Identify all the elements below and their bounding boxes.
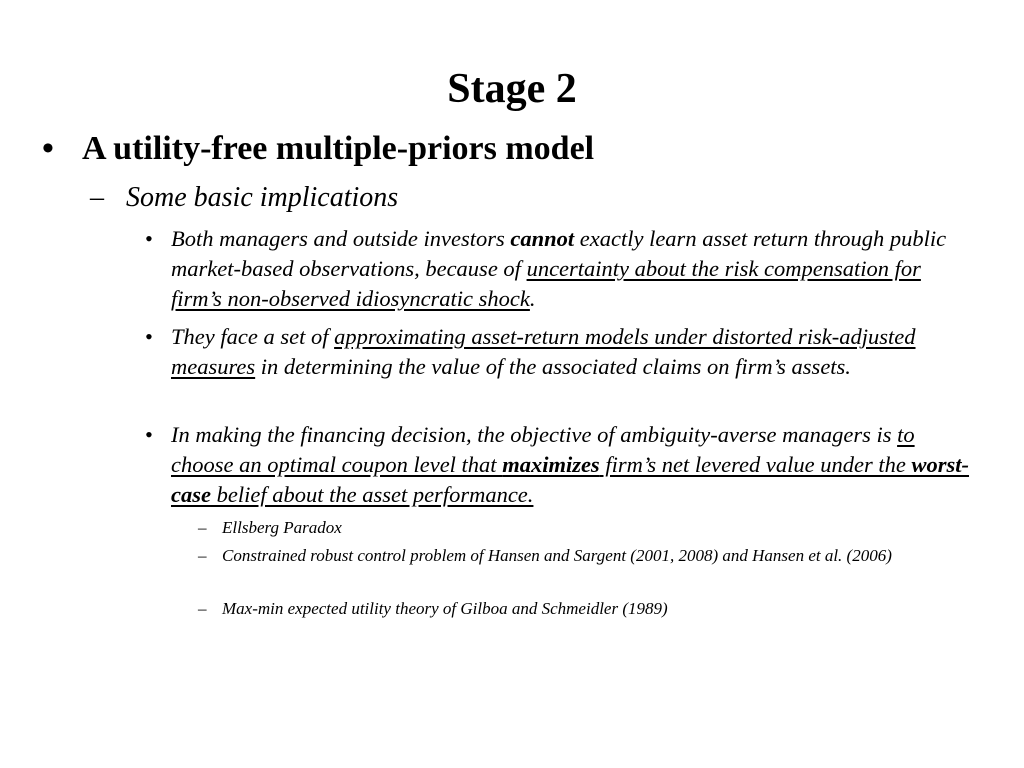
bullet-dash: – — [198, 518, 207, 537]
bullet-dash: – — [198, 546, 207, 565]
emphasis-text: cannot — [510, 226, 575, 251]
heading-text: A utility-free multiple-priors model — [82, 130, 595, 167]
sub-item-text: Constrained robust control problem of Hansen and Sargent (2001, 2008) and Hansen et al. (2006) — [222, 546, 892, 565]
bullet-item — [145, 420, 971, 510]
underlined-text: uncertainty about the risk compensation for firm’s non-observed idiosyncratic shock — [171, 256, 921, 311]
bullet-dot: • — [42, 130, 54, 167]
text-segment: . — [529, 286, 536, 311]
bullet-dash: – — [198, 599, 207, 618]
bullet-dot: • — [145, 324, 153, 349]
bullet-item — [145, 224, 971, 314]
text-segment: exactly learn asset return through public market-based observations, because of — [171, 226, 947, 281]
text-segment: Both managers and outside investors — [171, 226, 511, 251]
underlined-text: approximating asset-return models under distorted risk-adjusted measures — [171, 324, 916, 379]
bullet-dash: – — [90, 182, 104, 213]
level1-bullet — [42, 128, 982, 170]
subheading-text: Some basic implications — [126, 182, 399, 213]
level2-bullet — [90, 180, 986, 216]
emphasis-text: worst-case — [171, 452, 970, 507]
text-segment: to choose an optimal coupon level that — [171, 422, 915, 477]
bullet-dot: • — [145, 422, 153, 447]
sub-item-text: Max-min expected utility theory of Gilboa and Schmeidler (1989) — [222, 599, 668, 618]
text-segment: In making the financing decision, the objective of ambiguity-averse managers is — [171, 422, 898, 447]
text-segment: They face a set of — [171, 324, 335, 349]
text-segment: belief about the asset performance. — [210, 482, 534, 507]
sub-item — [198, 516, 982, 540]
bullet-dot: • — [145, 226, 153, 251]
bullet-item — [145, 322, 971, 382]
text-segment: firm’s net levered value under the — [599, 452, 912, 477]
sub-item — [198, 597, 982, 621]
sub-item-text: Ellsberg Paradox — [222, 518, 342, 537]
slide-title: Stage 2 — [447, 66, 577, 112]
emphasis-text: maximizes — [502, 452, 600, 477]
sub-item — [198, 544, 982, 568]
text-segment: in determining the value of the associated claims on firm’s assets. — [255, 354, 851, 379]
